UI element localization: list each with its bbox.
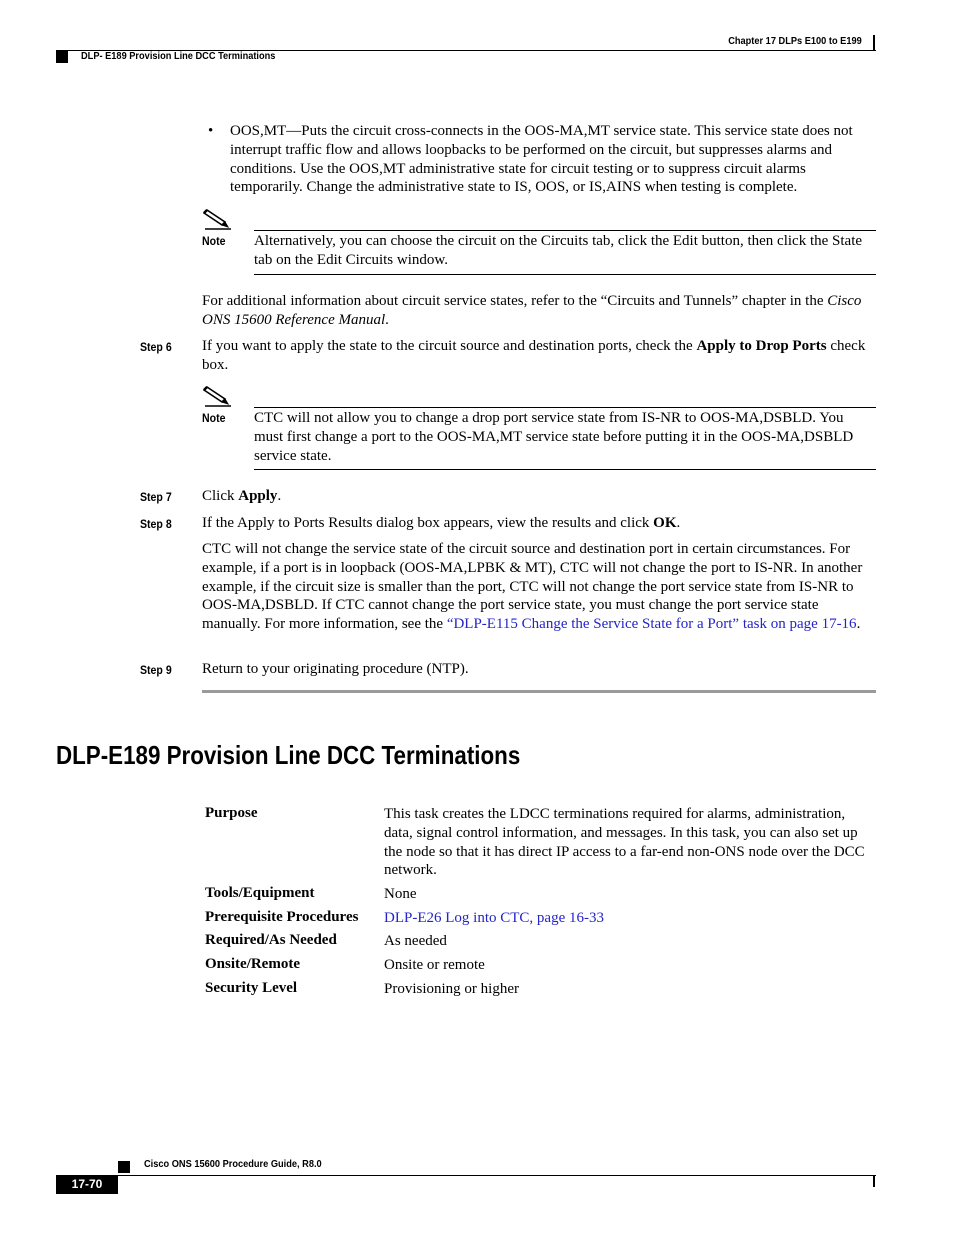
- header-square-marker: [56, 51, 68, 63]
- header-section-title: DLP- E189 Provision Line DCC Terminations: [81, 50, 276, 62]
- bullet-text: OOS,MT—Puts the circuit cross-connects in the OOS-MA,MT service state. This service state does not interrupt traffic flow and allows loopbacks to be performed on the circuit, but suppresses alarms and conditions. Use the OOS,MT administrative state for circuit testing or to suppress circuit alarms temporarily. Change the administrative state to IS, OOS, or IS,AINS when testing is complete.: [230, 123, 853, 196]
- note2-label: Note: [202, 411, 226, 425]
- required-as-needed-label: Required/As Needed: [205, 932, 337, 948]
- onsite-remote-label: Onsite/Remote: [205, 956, 300, 972]
- onsite-remote-value: Onsite or remote: [384, 957, 485, 973]
- step-6-text-before: If you want to apply the state to the circuit source and destination ports, check the: [202, 338, 697, 354]
- additional-info-paragraph: [202, 292, 876, 330]
- header-tick: [873, 35, 875, 50]
- note2-bottom-rule: [254, 469, 876, 470]
- note1-bottom-rule: [254, 274, 876, 275]
- tools-equipment-value: None: [384, 886, 417, 902]
- pencil-note-icon: [203, 207, 233, 231]
- required-as-needed-value: As needed: [384, 933, 447, 949]
- apply-term: Apply: [238, 488, 278, 504]
- step-9-text: Return to your originating procedure (NTP).: [202, 661, 469, 677]
- bullet-symbol: •: [208, 123, 214, 139]
- note2-text: CTC will not allow you to change a drop port service state from IS-NR to OOS-MA,DSBLD. You must first change a port to the OOS-MA,MT service state before putting it in the OOS-MA,DSBLD service state.: [254, 410, 854, 464]
- footer-tick: [873, 1175, 875, 1187]
- page-number: 17-70: [56, 1175, 118, 1194]
- footer-guide-title: Cisco ONS 15600 Procedure Guide, R8.0: [144, 1158, 322, 1170]
- step-8-text-before: If the Apply to Ports Results dialog box appears, view the results and click: [202, 515, 654, 531]
- prerequisite-procedures-link[interactable]: DLP-E26 Log into CTC, page 16-33: [384, 910, 604, 926]
- reference-manual-title: Cisco ONS 15600 Reference Manual: [202, 293, 862, 328]
- step-7-text-after: .: [277, 488, 282, 504]
- procedure-end-rule: [202, 690, 876, 693]
- section-heading: DLP-E189 Provision Line DCC Terminations: [56, 740, 521, 770]
- footer-rule: [56, 1175, 876, 1176]
- purpose-value: This task creates the LDCC terminations required for alarms, administration, data, signal control information, and messages. In this task, you can also set up the node so that it has direct IP access to a far-end non-ONS node over the DCC network.: [384, 806, 865, 879]
- step-7-text-before: Click: [202, 488, 239, 504]
- step-8-paragraph-text: CTC will not change the service state of the circuit source and destination port in certain circumstances. For example, if a port is in loopback (OOS-MA,LPBK & MT), CTC will not change the port to IS-NR. In another example, if the circuit size is smaller than the port, CTC will not change the port service state from IS-NR to OOS-MA,DSBLD. If CTC cannot change the port service state, you must change the port service state manually. For more information, see the: [202, 541, 863, 633]
- header-chapter: Chapter 17 DLPs E100 to E199: [728, 35, 862, 47]
- apply-to-drop-ports-term: Apply to Drop Ports: [696, 338, 827, 354]
- note1-text: Alternatively, you can choose the circuit on the Circuits tab, click the Edit button, then click the State tab on the Edit Circuits window.: [254, 233, 863, 268]
- step-7-label: Step 7: [140, 490, 172, 504]
- prerequisite-procedures-label: Prerequisite Procedures: [205, 909, 359, 925]
- step-6-text: [202, 337, 876, 375]
- note1-top-rule: [254, 230, 876, 231]
- ok-term: OK: [653, 515, 677, 531]
- security-level-value: Provisioning or higher: [384, 981, 519, 997]
- note2-top-rule: [254, 407, 876, 408]
- step-8-label: Step 8: [140, 517, 172, 531]
- step-8-paragraph-end: .: [856, 616, 861, 633]
- additional-info-end: .: [385, 311, 389, 328]
- note1-label: Note: [202, 234, 226, 248]
- step-8-text: [202, 514, 876, 533]
- step-8-paragraph: [202, 540, 876, 634]
- step-6-label: Step 6: [140, 340, 172, 354]
- pencil-note-icon: [203, 384, 233, 408]
- additional-info-text: For additional information about circuit service states, refer to the “Circuits and Tunnels” chapter in the: [202, 293, 824, 309]
- step-8-text-after: .: [676, 515, 681, 531]
- step-9-label: Step 9: [140, 663, 172, 677]
- step-6-text-after: check box.: [202, 338, 866, 373]
- step-7-text: [202, 487, 281, 506]
- purpose-label: Purpose: [205, 805, 258, 821]
- footer-square-marker: [118, 1161, 130, 1173]
- tools-equipment-label: Tools/Equipment: [205, 885, 315, 901]
- dlp-e115-link[interactable]: “DLP-E115 Change the Service State for a Port” task on page 17-16: [446, 616, 857, 633]
- security-level-label: Security Level: [205, 980, 298, 996]
